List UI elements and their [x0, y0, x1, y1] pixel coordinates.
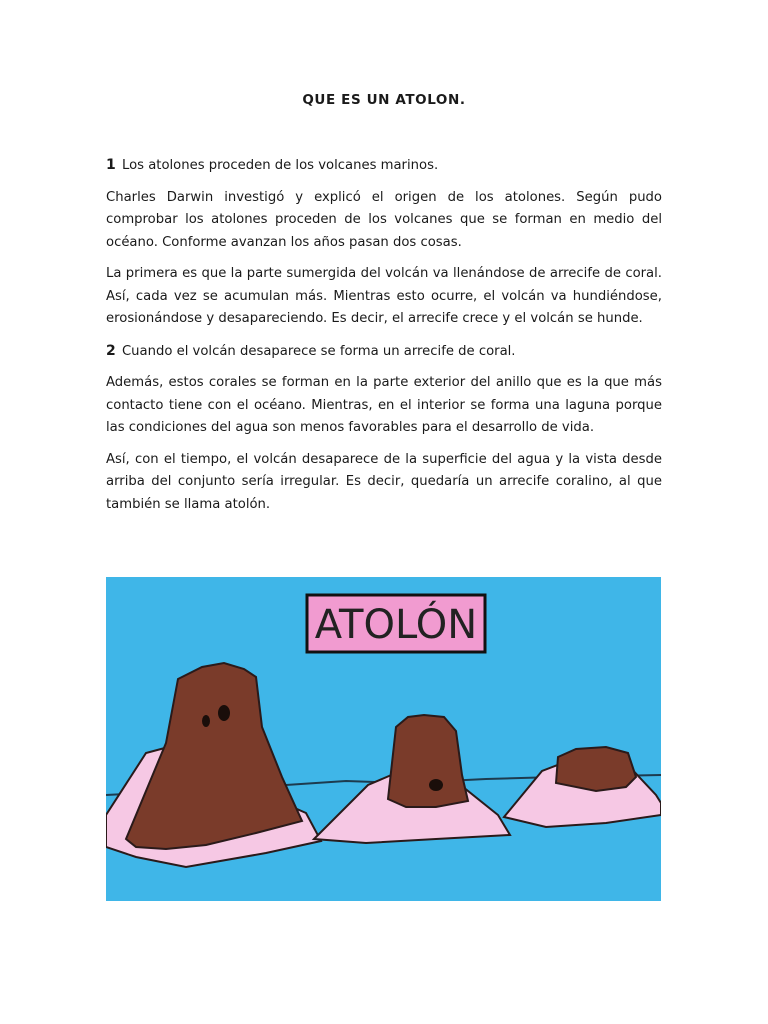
- atoll-sign-text: ATOLÓN: [314, 602, 478, 648]
- atoll-drawing: [106, 577, 661, 901]
- paragraph-1: [106, 154, 662, 178]
- paragraph-text: Los atolones proceden de los volcanes marinos.: [121, 158, 439, 173]
- crater-hole: [202, 715, 210, 727]
- document-body: [106, 154, 662, 525]
- crater-hole: [429, 779, 443, 791]
- section-number: 2: [106, 342, 116, 359]
- paragraph-text: Cuando el volcán desaparece se forma un arrecife de coral.: [121, 343, 516, 359]
- section-number: 1: [106, 157, 116, 173]
- paragraph-3: La primera es que la parte sumergida del volcán va llenándose de arrecife de coral. Así, cada vez se acumulan más. Mientras esto ocurre, el volcán va hundiéndose, erosionándose y desapareciendo. Es decir, el arrecife crece y el volcán se hunde.: [106, 266, 662, 326]
- crater-hole: [218, 705, 230, 721]
- page-title: QUE ES UN ATOLON.: [302, 92, 466, 108]
- volcano-small-body: [556, 747, 636, 791]
- paragraph-4: [106, 340, 662, 364]
- paragraph-2: Charles Darwin investigó y explicó el origen de los atolones. Según pudo comprobar los atolones proceden de los volcanes que se forman en medio del océano. Conforme avanzan los años pasan dos cosas.: [106, 189, 662, 250]
- paragraph-6: Así, con el tiempo, el volcán desaparece de la superficie del agua y la vista desde arriba del conjunto sería irregular. Es decir, quedaría un arrecife coralino, al que también se llama atolón.: [106, 451, 662, 512]
- paragraph-5: Además, estos corales se forman en la parte exterior del anillo que es la que más contacto tiene con el océano. Mientras, en el interior se forma una laguna porque las condiciones del agua son menos favorables para el desarrollo de vida.: [106, 375, 662, 435]
- atoll-illustration: [106, 577, 661, 901]
